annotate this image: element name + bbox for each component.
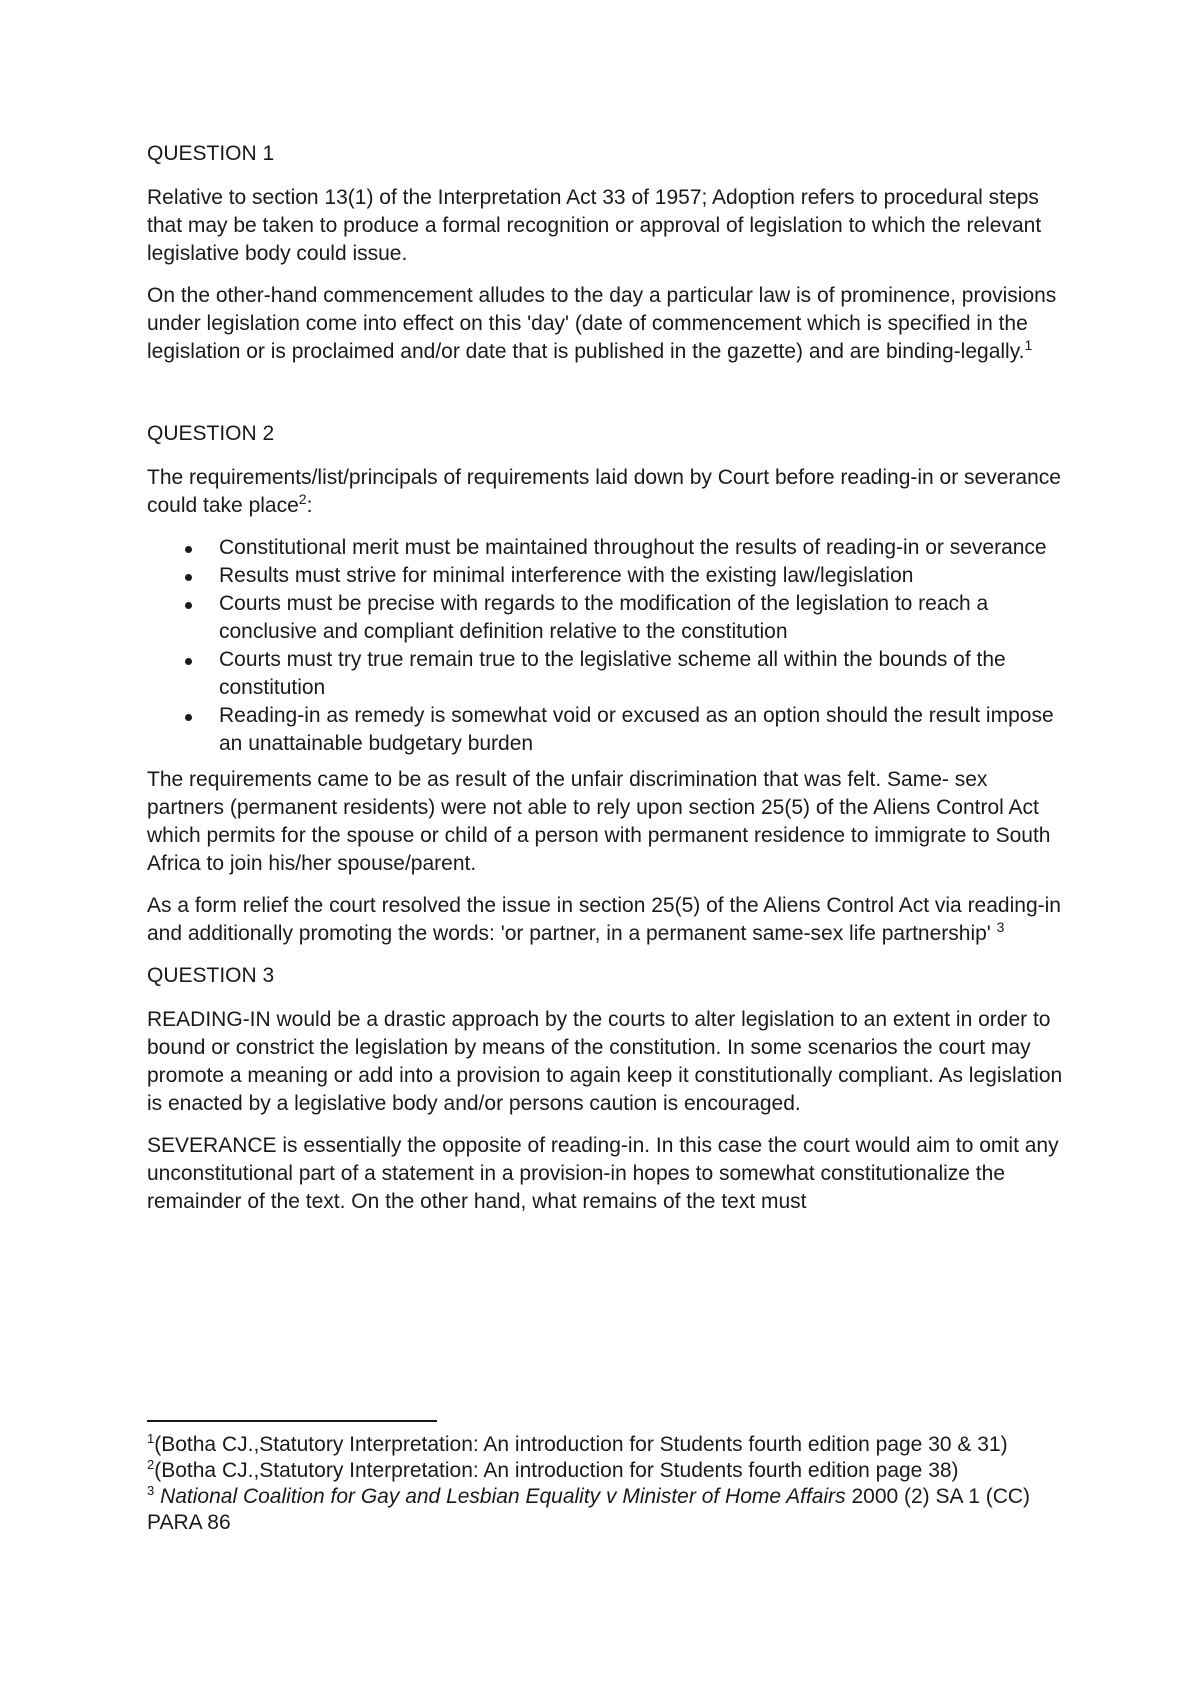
bullet-icon <box>185 546 192 553</box>
footnote-2 <box>147 1458 1067 1484</box>
question-1-paragraph-2-text: On the other-hand commencement alludes to the day a particular law is of prominence, provisions under legislation come into effect on this 'day' (date of commencement which is specified in the legislation or is proclaimed and/or date that is published in the gazette) and are binding-legally. <box>147 284 1057 363</box>
question-1-paragraph-2 <box>147 282 1067 366</box>
footnote-text: (Botha CJ.,Statutory Interpretation: An introduction for Students fourth edition page 38) <box>154 1459 959 1482</box>
footnote-number: 2 <box>147 1457 155 1472</box>
list-item <box>147 534 1067 562</box>
question-2-intro <box>147 464 1067 520</box>
footnote-number: 3 <box>147 1483 155 1498</box>
question-2-relief-text: As a form relief the court resolved the issue in section 25(5) of the Aliens Control Act via reading-in and additionally promoting the words: 'or partner, in a permanent same-sex life partnership' <box>147 894 1061 945</box>
question-3-paragraph-2: SEVERANCE is essentially the opposite of reading-in. In this case the court would aim to omit any unconstitutional part of a statement in a provision-in hopes to somewhat constitutionalize the remainder of the text. On the other hand, what remains of the text must <box>147 1134 1059 1213</box>
list-item <box>147 702 1067 758</box>
requirements-list <box>147 534 1067 758</box>
footnote-text: (Botha CJ.,Statutory Interpretation: An introduction for Students fourth edition page 30 & 31) <box>154 1433 1008 1456</box>
question-2-intro-colon: : <box>306 494 313 517</box>
footnote-ref-3[interactable]: 3 <box>996 919 1005 935</box>
bullet-icon <box>185 714 192 721</box>
question-2-paragraph-after: The requirements came to be as result of the unfair discrimination that was felt. Same- sex partners (permanent residents) were not able to rely upon section 25(5) of the Aliens Control Act which permits for the spouse or child of a person with permanent residence to immigrate to South Africa to join his/her spouse/parent. <box>147 768 1051 875</box>
bullet-icon <box>185 574 192 581</box>
footnote-ref-1[interactable]: 1 <box>1024 337 1033 353</box>
footnote-ref-2[interactable]: 2 <box>298 491 307 507</box>
list-item-text: Constitutional merit must be maintained throughout the results of reading-in or severance <box>219 536 1047 559</box>
question-2-heading: QUESTION 2 <box>147 422 275 445</box>
footnotes-section <box>147 1420 1067 1536</box>
footnote-separator <box>147 1420 437 1422</box>
question-1-heading: QUESTION 1 <box>147 142 275 165</box>
list-item <box>147 590 1067 646</box>
bullet-icon <box>185 602 192 609</box>
footnote-case-name: National Coalition for Gay and Lesbian Equality v Minister of Home Affairs <box>160 1485 846 1508</box>
footnote-1 <box>147 1432 1067 1458</box>
list-item <box>147 562 1067 590</box>
question-3-paragraph-1: READING-IN would be a drastic approach by the courts to alter legislation to an extent in order to bound or constrict the legislation by means of the constitution. In some scenarios the court may promote a meaning or add into a provision to again keep it constitutionally compliant. As legislation is enacted by a legislative body and/or persons caution is encouraged. <box>147 1008 1063 1115</box>
list-item-text: Courts must try true remain true to the legislative scheme all within the bounds of the constitution <box>219 648 1006 699</box>
list-item <box>147 646 1067 702</box>
list-item-text: Results must strive for minimal interference with the existing law/legislation <box>219 564 914 587</box>
list-item-text: Courts must be precise with regards to the modification of the legislation to reach a conclusive and compliant definition relative to the constitution <box>219 592 989 643</box>
bullet-icon <box>185 658 192 665</box>
footnote-number: 1 <box>147 1431 155 1446</box>
question-1-paragraph-1: Relative to section 13(1) of the Interpretation Act 33 of 1957; Adoption refers to procedural steps that may be taken to produce a formal recognition or approval of legislation to which the relevant legislative body could issue. <box>147 186 1042 265</box>
footnote-3 <box>147 1484 1067 1536</box>
list-item-text: Reading-in as remedy is somewhat void or excused as an option should the result impose an unattainable budgetary burden <box>219 704 1054 755</box>
document-body <box>147 140 1067 1230</box>
footnote-text: 2000 (2) SA 1 (CC) PARA 86 <box>147 1485 1031 1534</box>
question-3-heading: QUESTION 3 <box>147 964 275 987</box>
question-2-intro-text: The requirements/list/principals of requirements laid down by Court before reading-in or severance could take place <box>147 466 1061 517</box>
question-2-paragraph-relief <box>147 892 1067 948</box>
